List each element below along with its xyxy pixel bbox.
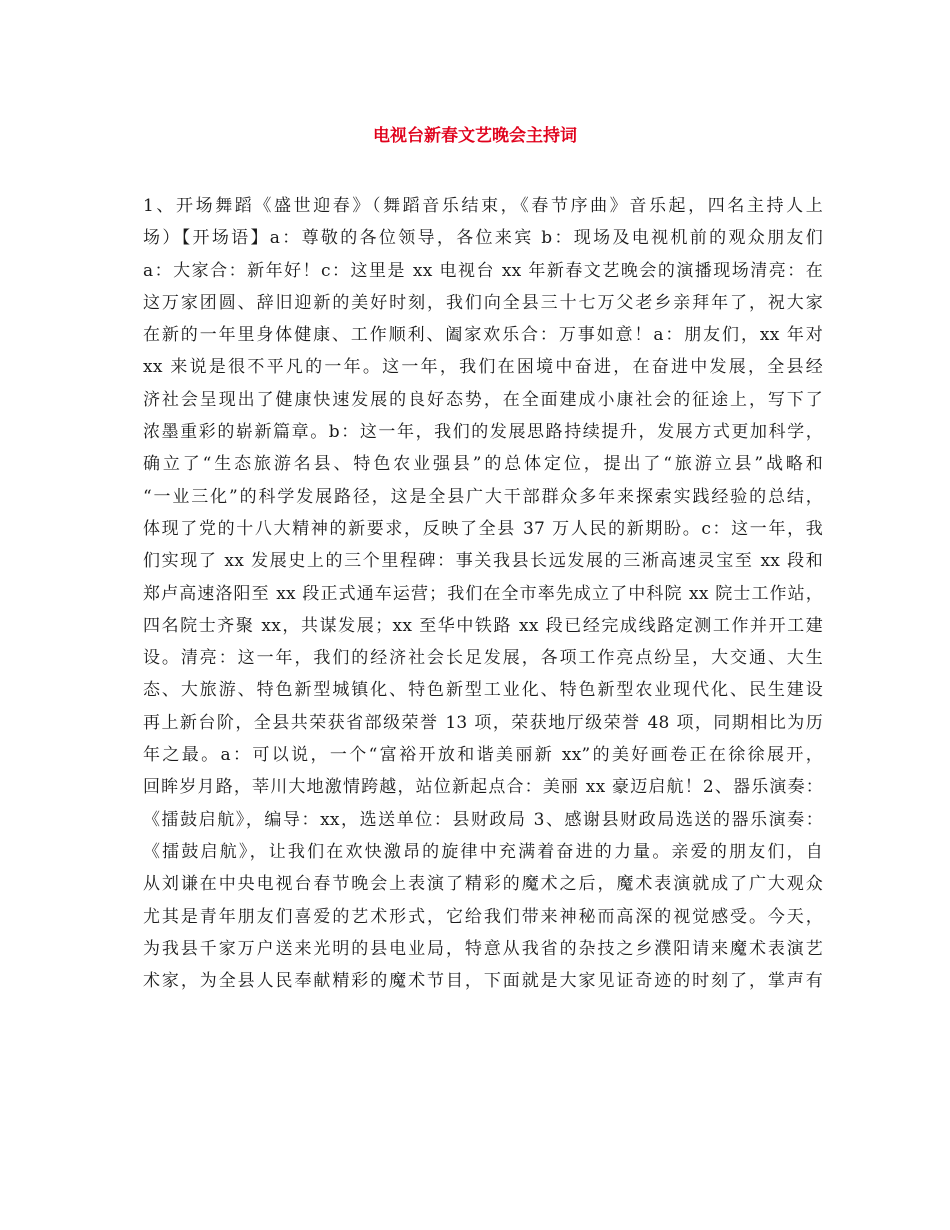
body-line: 年之最。a：可以说，一个“富裕开放和谐美丽新 xx”的美好画卷正在徐徐展开，: [143, 745, 823, 766]
body-line: 从刘谦在中央电视台春节晚会上表演了精彩的魔术之后，魔术表演就成了广大观众: [143, 874, 823, 895]
body-line: xx 来说是很不平凡的一年。这一年，我们在困境中奋进，在奋进中发展，全县经: [143, 357, 823, 378]
body-line: 再上新台阶，全县共荣获省部级荣誉 13 项，荣获地厅级荣誉 48 项，同期相比为历: [143, 712, 823, 733]
body-line: 设。清亮：这一年，我们的经济社会长足发展，各项工作亮点纷呈，大交通、大生: [143, 648, 823, 669]
body-line: 场）【开场语】a：尊敬的各位领导，各位来宾 b：现场及电视机前的观众朋友们: [143, 228, 823, 249]
body-line: 确立了“生态旅游名县、特色农业强县”的总体定位，提出了“旅游立县”战略和: [143, 454, 823, 475]
body-line: 这万家团圆、辞旧迎新的美好时刻，我们向全县三十七万父老乡亲拜年了，祝大家: [143, 292, 823, 313]
body-line: 浓墨重彩的崭新篇章。b：这一年，我们的发展思路持续提升，发展方式更加科学，: [143, 422, 823, 443]
body-line: 在新的一年里身体健康、工作顺利、阖家欢乐合：万事如意！a：朋友们，xx 年对: [143, 325, 823, 346]
body-line: 尤其是青年朋友们喜爱的艺术形式，它给我们带来神秘而高深的视觉感受。今天，: [143, 906, 823, 927]
body-line: 1、开场舞蹈《盛世迎春》（舞蹈音乐结束，《春节序曲》音乐起，四名主持人上: [143, 196, 823, 216]
body-line: 《擂鼓启航》，编导：xx，选送单位：县财政局 3、感谢县财政局选送的器乐演奏：: [143, 809, 823, 830]
body-line: 济社会呈现出了健康快速发展的良好态势，在全面建成小康社会的征途上，写下了: [143, 389, 823, 410]
body-line: “一业三化”的科学发展路径，这是全县广大干部群众多年来探索实践经验的总结，: [143, 486, 823, 507]
body-line: a：大家合：新年好！c：这里是 xx 电视台 xx 年新春文艺晚会的演播现场清亮：在: [143, 260, 823, 281]
body-line: 四名院士齐聚 xx，共谋发展；xx 至华中铁路 xx 段已经完成线路定测工作并开工建: [143, 615, 823, 636]
document-title: 电视台新春文艺晚会主持词: [373, 126, 577, 146]
body-line: 回眸岁月路，莘川大地激情跨越，站位新起点合：美丽 xx 豪迈启航！2、器乐演奏：: [143, 777, 823, 798]
body-line: 们实现了 xx 发展史上的三个里程碑：事关我县长远发展的三淅高速灵宝至 xx 段和: [143, 551, 823, 572]
body-line: 态、大旅游、特色新型城镇化、特色新型工业化、特色新型农业现代化、民生建设: [143, 680, 823, 701]
body-line: 术家，为全县人民奉献精彩的魔术节目，下面就是大家见证奇迹的时刻了，掌声有: [143, 971, 823, 992]
body-line: 为我县千家万户送来光明的县电业局，特意从我省的杂技之乡濮阳请来魔术表演艺: [143, 938, 823, 959]
document-body: [143, 190, 823, 997]
body-line: 体现了党的十八大精神的新要求，反映了全县 37 万人民的新期盼。c：这一年，我: [143, 518, 823, 539]
body-line: 《擂鼓启航》，让我们在欢快激昂的旋律中充满着奋进的力量。亲爱的朋友们，自: [143, 841, 823, 862]
body-line: 郑卢高速洛阳至 xx 段正式通车运营；我们在全市率先成立了中科院 xx 院士工作站，: [143, 583, 823, 604]
